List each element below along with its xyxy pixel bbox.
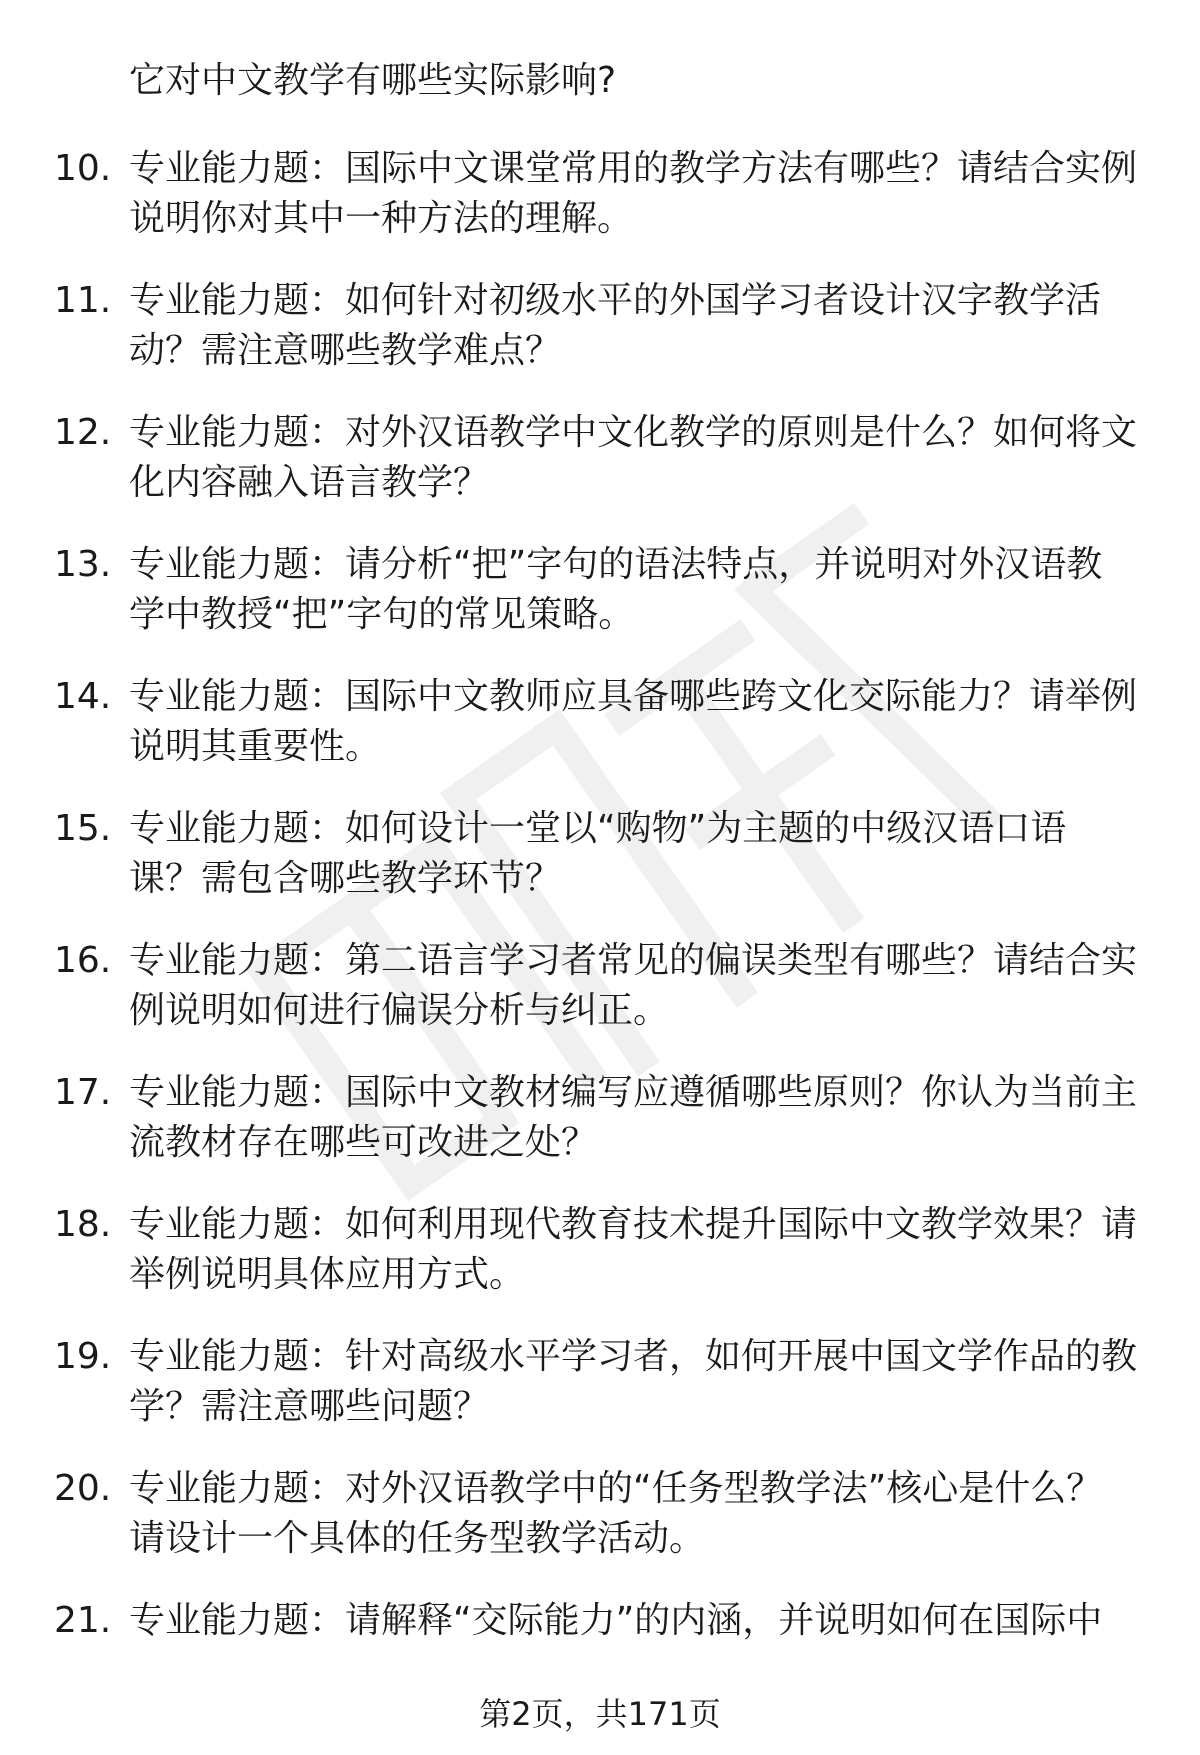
question-item <box>0 804 1200 936</box>
question-line: 专业能力题：对外汉语教学中的“任务型教学法”核心是什么？ <box>129 1468 1103 1509</box>
carry-over-text: 它对中文教学有哪些实际影响? <box>129 60 617 101</box>
question-item <box>0 540 1200 672</box>
question-line: 专业能力题：国际中文教材编写应遵循哪些原则？你认为当前主 <box>129 1072 1138 1113</box>
question-line: 课？需包含哪些教学环节？ <box>129 858 562 899</box>
question-line: 动？需注意哪些教学难点？ <box>129 330 562 371</box>
question-line: 化内容融入语言教学？ <box>129 462 490 503</box>
question-item <box>0 672 1200 804</box>
question-text <box>129 1332 1139 1432</box>
question-number: 13. <box>54 544 112 585</box>
question-line: 学？需注意哪些问题？ <box>129 1386 490 1427</box>
question-number: 17. <box>54 1072 112 1113</box>
question-number: 18. <box>54 1204 112 1245</box>
question-text <box>129 540 1139 640</box>
question-line: 说明你对其中一种方法的理解。 <box>129 198 634 239</box>
question-line: 专业能力题：如何设计一堂以“购物”为主题的中级汉语口语 <box>129 808 1067 849</box>
question-line: 专业能力题：国际中文教师应具备哪些跨文化交际能力？请举例 <box>129 676 1138 717</box>
question-line: 专业能力题：如何针对初级水平的外国学习者设计汉字教学活 <box>129 280 1102 321</box>
question-text <box>129 276 1139 376</box>
question-line: 专业能力题：请解释“交际能力”的内涵，并说明如何在国际中 <box>129 1600 1103 1641</box>
question-number: 14. <box>54 676 112 717</box>
question-line: 专业能力题：第二语言学习者常见的偏误类型有哪些？请结合实 <box>129 940 1138 981</box>
question-line: 举例说明具体应用方式。 <box>129 1254 526 1295</box>
question-item <box>0 408 1200 540</box>
question-text <box>129 408 1139 508</box>
question-list <box>0 144 1200 1728</box>
question-number: 10. <box>54 148 112 189</box>
question-item <box>0 1200 1200 1332</box>
question-number: 12. <box>54 412 112 453</box>
question-line: 学中教授“把”字句的常见策略。 <box>129 594 635 635</box>
question-line: 专业能力题：对外汉语教学中文化教学的原则是什么？如何将文 <box>129 412 1138 453</box>
question-text <box>129 1200 1139 1300</box>
question-number: 19. <box>54 1336 112 1377</box>
question-line: 例说明如何进行偏误分析与纠正。 <box>129 990 670 1031</box>
question-text <box>129 1596 1139 1646</box>
question-line: 专业能力题：请分析“把”字句的语法特点，并说明对外汉语教 <box>129 544 1103 585</box>
question-number: 15. <box>54 808 112 849</box>
question-line: 请设计一个具体的任务型教学活动。 <box>129 1518 706 1559</box>
question-text <box>129 936 1139 1036</box>
question-number: 16. <box>54 940 112 981</box>
question-text <box>129 144 1139 244</box>
question-line: 流教材存在哪些可改进之处？ <box>129 1122 598 1163</box>
question-item <box>0 1332 1200 1464</box>
question-line: 专业能力题：如何利用现代教育技术提升国际中文教学效果？请 <box>129 1204 1138 1245</box>
question-text <box>129 1464 1139 1564</box>
question-line: 说明其重要性。 <box>129 726 382 767</box>
question-item <box>0 144 1200 276</box>
question-text <box>129 804 1139 904</box>
question-item <box>0 936 1200 1068</box>
question-item <box>0 1068 1200 1200</box>
question-line: 专业能力题：国际中文课堂常用的教学方法有哪些？请结合实例 <box>129 148 1138 189</box>
question-number: 11. <box>54 280 112 321</box>
page-number-footer: 第2页，共171页 <box>479 1695 721 1733</box>
question-line: 专业能力题：针对高级水平学习者，如何开展中国文学作品的教 <box>129 1336 1138 1377</box>
question-item <box>0 1464 1200 1596</box>
question-text <box>129 1068 1139 1168</box>
question-number: 21. <box>54 1600 112 1641</box>
question-text <box>129 672 1139 772</box>
question-item <box>0 276 1200 408</box>
question-number: 20. <box>54 1468 112 1509</box>
